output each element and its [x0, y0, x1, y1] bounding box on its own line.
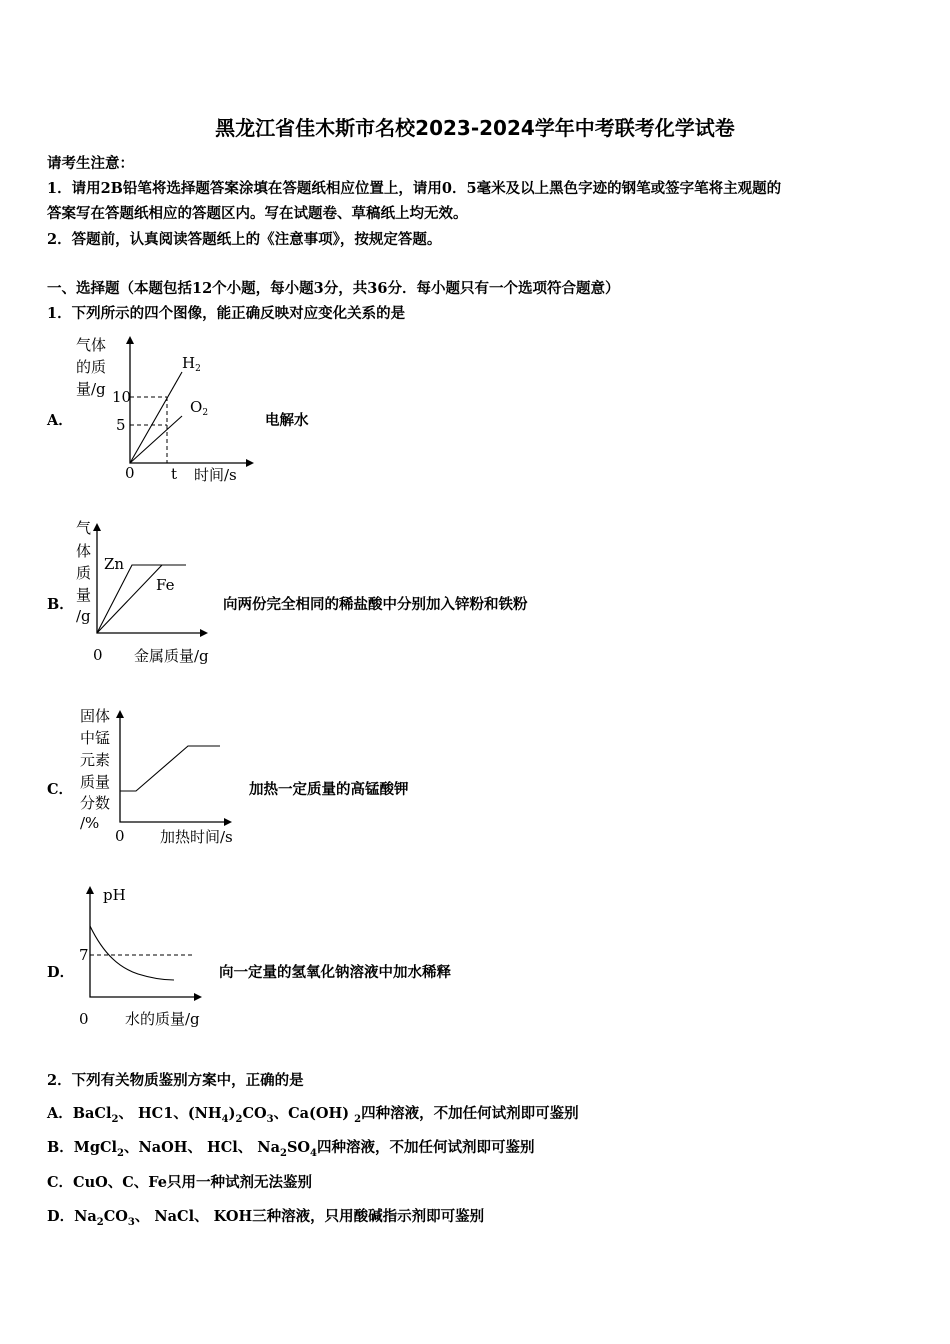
q1-option-a-letter: A． — [47, 412, 73, 429]
graph-c-ylabel-2: 中锰 — [80, 729, 111, 747]
graph-b-ylabel-3: 质 — [76, 564, 92, 582]
graph-b-fe-label: Fe — [156, 576, 175, 594]
graph-c-ylabel-4: 质量 — [80, 773, 111, 791]
q1-stem: 1．下列所示的四个图像，能正确反映对应变化关系的是 — [47, 305, 406, 322]
graph-c — [70, 700, 250, 850]
graph-a-ytick-10: 10 — [112, 388, 132, 406]
graph-a-ylabel-1: 气体 — [76, 336, 107, 354]
graph-a-x-arrow — [246, 459, 254, 467]
graph-c-y-arrow — [116, 710, 124, 718]
graph-d — [70, 880, 230, 1035]
q1-option-d-desc: 向一定量的氢氧化钠溶液中加水稀释 — [219, 964, 451, 981]
graph-a-line-h2 — [130, 372, 182, 463]
q1-option-a-desc: 电解水 — [265, 412, 309, 429]
q2-option-c: C．CuO、C、Fe只用一种试剂无法鉴别 — [47, 1174, 313, 1191]
graph-b-ylabel-1: 气 — [76, 519, 92, 537]
notice-item1-line2: 答案写在答题纸相应的答题区内。写在试题卷、草稿纸上均无效。 — [47, 205, 468, 222]
graph-d-y-arrow — [86, 886, 94, 894]
graph-c-axes — [120, 712, 230, 822]
graph-c-origin: 0 — [115, 827, 125, 845]
graph-d-origin: 0 — [79, 1010, 89, 1028]
q1-option-b-desc: 向两份完全相同的稀盐酸中分别加入锌粉和铁粉 — [223, 596, 528, 613]
graph-a-xlabel: 时间/s — [194, 466, 237, 484]
graph-b-ylabel-2: 体 — [76, 542, 92, 560]
graph-c-x-arrow — [224, 818, 232, 826]
notice-item2: 2．答题前，认真阅读答题纸上的《注意事项》，按规定答题。 — [47, 231, 442, 248]
graph-b-ylabel-5: /g — [76, 607, 91, 625]
graph-c-ylabel-1: 固体 — [80, 707, 111, 725]
q2-option-b: B．MgCl$_2$、NaOH、 HCl、 $Na_2SO_4$四种溶液，不加任何试剂即可鉴别 — [47, 1139, 535, 1159]
graph-b-line-fe — [97, 565, 162, 633]
graph-d-x-arrow — [194, 993, 202, 1001]
graph-a-origin: 0 — [125, 464, 135, 482]
graph-b-axes — [97, 525, 206, 633]
q1-option-b-letter: B． — [47, 596, 74, 613]
graph-b-x-arrow — [200, 629, 208, 637]
graph-d-curve — [90, 926, 174, 980]
q2-stem: 2．下列有关物质鉴别方案中，正确的是 — [47, 1072, 304, 1089]
q1-option-d-letter: D． — [47, 964, 75, 981]
q2-option-a: A．BaCl$_2$、 HC1、$(NH_4)_2CO_3$、Ca(OH) $_2$四种溶液，不加任何试剂即可鉴别 — [47, 1105, 579, 1125]
graph-c-ylabel-6: /% — [80, 814, 100, 832]
graph-b-ylabel-4: 量 — [76, 586, 92, 604]
graph-a-line-o2 — [130, 416, 182, 463]
q1-option-c-desc: 加热一定质量的高锰酸钾 — [249, 781, 409, 798]
graph-d-axes — [90, 888, 200, 997]
q2-option-d: D．$Na_2CO_3$、 NaCl、 KOH三种溶液，只用酸碱指示剂即可鉴别 — [47, 1208, 485, 1228]
notice-item1-line1: 1．请用2B铅笔将选择题答案涂填在答题纸相应位置上，请用0．5毫米及以上黑色字迹的钢笔或签字笔将主观题的 — [47, 180, 782, 197]
graph-c-ylabel-3: 元素 — [80, 751, 111, 769]
notice-heading: 请考生注意： — [47, 155, 134, 172]
graph-b-origin: 0 — [93, 646, 103, 664]
q1-option-c-letter: C． — [47, 781, 74, 798]
graph-b — [70, 515, 230, 675]
graph-a-h2-label: $H_2$ — [182, 354, 201, 374]
graph-a-xtick-t: t — [171, 465, 178, 483]
graph-a-o2-label: $O_2$ — [190, 398, 209, 418]
graph-a — [70, 330, 270, 490]
graph-a-ylabel-2: 的质 — [76, 358, 107, 376]
page-title: 黑龙江省佳木斯市名校2023-2024学年中考联考化学试卷 — [215, 116, 735, 140]
graph-c-line — [120, 746, 220, 791]
graph-a-ytick-5: 5 — [116, 416, 126, 434]
graph-b-y-arrow — [93, 523, 101, 531]
graph-d-xlabel: 水的质量/g — [125, 1010, 200, 1028]
graph-a-y-arrow — [126, 336, 134, 344]
graph-d-ylabel: pH — [103, 886, 126, 904]
graph-a-ylabel-3: 量/g — [76, 380, 106, 398]
section-heading: 一、选择题（本题包括12个小题，每小题3分，共36分．每小题只有一个选项符合题意） — [47, 280, 620, 297]
graph-c-xlabel: 加热时间/s — [160, 828, 233, 846]
graph-d-ytick-7: 7 — [79, 946, 89, 964]
graph-c-ylabel-5: 分数 — [80, 794, 111, 812]
graph-b-xlabel: 金属质量/g — [134, 647, 209, 665]
graph-b-zn-label: Zn — [104, 555, 125, 573]
